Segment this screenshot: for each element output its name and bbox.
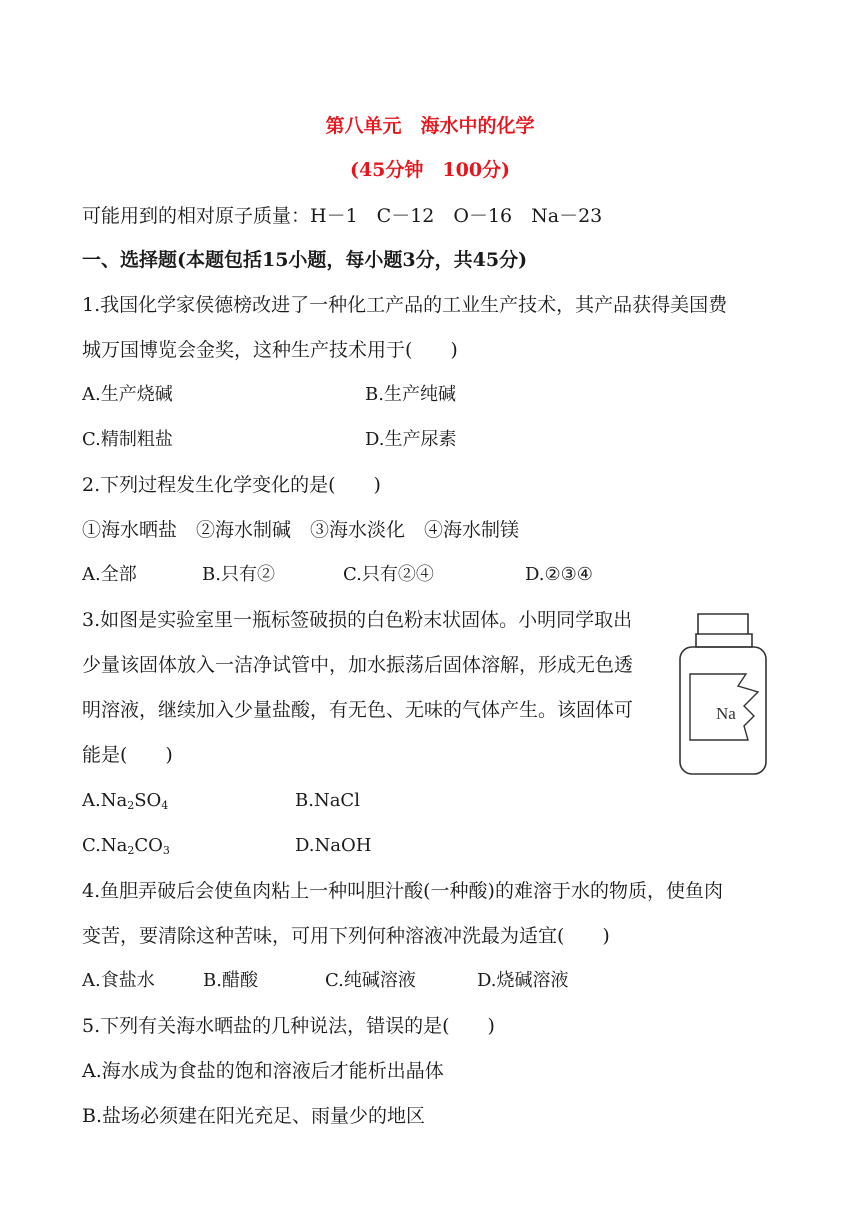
q2-option-b: B.只有②	[202, 564, 275, 585]
section-heading: 一、选择题(本题包括15小题，每小题3分，共45分)	[82, 249, 528, 271]
q2-stem: 2.下列过程发生化学变化的是( )	[82, 474, 381, 496]
bottle-neck	[696, 614, 752, 647]
label-text: Na	[716, 704, 736, 723]
reagent-bottle-illustration	[678, 612, 770, 778]
q1-option-a: A.生产烧碱	[82, 384, 173, 405]
q3-stem-line2: 少量该固体放入一洁净试管中，加水振荡后固体溶解，形成无色透	[82, 654, 634, 676]
q3-stem-line1: 3.如图是实验室里一瓶标签破损的白色粉末状固体。小明同学取出	[82, 609, 633, 631]
q4-option-b: B.醋酸	[203, 970, 258, 991]
q1-stem-line2: 城万国博览会金奖，这种生产技术用于( )	[82, 339, 458, 361]
q4-stem-line1: 4.鱼胆弄破后会使鱼肉粘上一种叫胆汁酸(一种酸)的难溶于水的物质，使鱼肉	[82, 880, 723, 902]
q1-stem-line1: 1.我国化学家侯德榜改进了一种化工产品的工业生产技术，其产品获得美国费	[82, 294, 728, 316]
q4-option-c: C.纯碱溶液	[325, 970, 416, 991]
q2-items: ①海水晒盐 ②海水制碱 ③海水淡化 ④海水制镁	[82, 519, 520, 541]
atomic-masses: 可能用到的相对原子质量：H－1 C－12 O－16 Na－23	[82, 205, 603, 227]
q5-option-b: B.盐场必须建在阳光充足、雨量少的地区	[82, 1105, 426, 1127]
q1-option-b: B.生产纯碱	[365, 384, 456, 405]
q4-stem-line2: 变苦，要清除这种苦味，可用下列何种溶液冲洗最为适宜( )	[82, 925, 610, 947]
q3-stem-line4: 能是( )	[82, 744, 173, 766]
q2-option-d: D.②③④	[525, 564, 593, 585]
q3-option-b: B.NaCl	[295, 790, 360, 811]
q3-stem-line3: 明溶液，继续加入少量盐酸，有无色、无味的气体产生。该固体可	[82, 699, 634, 721]
q2-option-a: A.全部	[82, 564, 137, 585]
q5-option-a: A.海水成为食盐的饱和溶液后才能析出晶体	[82, 1060, 444, 1082]
q2-option-c: C.只有②④	[343, 564, 434, 585]
q4-option-a: A.食盐水	[82, 970, 155, 991]
page-title: 第八单元 海水中的化学	[325, 115, 535, 137]
q3-option-a: $A.Na_2SO_4$	[82, 790, 169, 812]
q3-option-d: D.NaOH	[295, 835, 372, 856]
page-subtitle: (45分钟 100分)	[349, 159, 511, 181]
q1-option-d: D.生产尿素	[365, 429, 457, 450]
q5-stem: 5.下列有关海水晒盐的几种说法，错误的是( )	[82, 1015, 495, 1037]
q1-option-c: C.精制粗盐	[82, 429, 173, 450]
q3-option-c: $C.Na_2CO_3$	[82, 835, 170, 857]
q4-option-d: D.烧碱溶液	[477, 970, 569, 991]
